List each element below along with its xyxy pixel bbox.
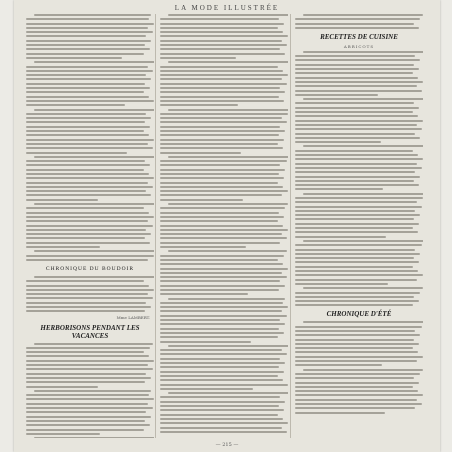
text-line	[26, 182, 148, 184]
text-line	[26, 194, 151, 196]
text-line	[26, 96, 149, 98]
text-line	[26, 394, 149, 396]
text-line	[295, 158, 423, 160]
text-line	[34, 276, 154, 278]
text-line	[295, 94, 378, 96]
text-line	[160, 216, 284, 218]
text-line	[160, 40, 282, 42]
text-line	[160, 121, 287, 123]
text-line	[295, 59, 420, 61]
text-line	[295, 257, 414, 259]
text-line	[295, 180, 414, 182]
text-line	[295, 102, 414, 104]
text-line	[160, 229, 288, 231]
text-line	[160, 409, 284, 411]
text-line	[160, 431, 287, 433]
text-line	[160, 418, 283, 420]
text-line	[168, 61, 288, 63]
text-line	[295, 360, 417, 362]
text-line	[295, 334, 420, 336]
text-line	[160, 220, 278, 222]
text-line	[160, 306, 288, 308]
text-line	[34, 437, 154, 438]
text-line	[26, 216, 154, 218]
text-line	[26, 134, 149, 136]
text-line	[160, 272, 282, 274]
text-line	[160, 207, 285, 209]
text-line	[26, 373, 146, 375]
text-line	[26, 27, 148, 29]
text-line	[26, 297, 153, 299]
text-line	[160, 285, 285, 287]
text-line	[34, 109, 154, 111]
text-line	[26, 246, 100, 248]
text-line	[160, 341, 251, 343]
text-line	[295, 296, 414, 298]
text-line	[26, 403, 148, 405]
column-2	[160, 14, 288, 438]
text-line	[160, 18, 279, 20]
column-3	[295, 14, 423, 438]
text-line	[295, 120, 423, 122]
text-line	[26, 177, 154, 179]
text-line	[303, 98, 423, 100]
text-line	[295, 227, 413, 229]
text-line	[160, 302, 283, 304]
text-line	[295, 201, 417, 203]
text-line	[26, 169, 144, 171]
text-line	[168, 392, 288, 394]
text-line	[295, 412, 385, 414]
text-line	[34, 14, 152, 16]
text-line	[26, 164, 150, 166]
text-line	[26, 152, 127, 154]
text-line	[160, 31, 283, 33]
text-line	[26, 139, 154, 141]
text-line	[168, 109, 288, 111]
herborisons-title: HERBORISONS PENDANT LES VACANCES	[40, 323, 140, 340]
text-line	[303, 240, 423, 242]
text-line	[26, 347, 150, 349]
article-signature: Mme LAMBERT.	[116, 314, 150, 320]
text-line	[26, 386, 98, 388]
text-line	[295, 81, 423, 83]
body-text	[295, 51, 423, 307]
text-line	[295, 339, 414, 341]
text-line	[26, 306, 151, 308]
column-1	[26, 14, 154, 438]
text-line	[295, 85, 417, 87]
body-text	[295, 321, 423, 413]
text-line	[160, 414, 278, 416]
text-line	[295, 253, 420, 255]
text-line	[160, 371, 284, 373]
text-line	[26, 289, 154, 291]
text-line	[295, 176, 420, 178]
text-line	[160, 388, 253, 390]
text-line	[26, 143, 148, 145]
text-line	[295, 292, 420, 294]
text-line	[26, 207, 144, 209]
text-line	[160, 160, 287, 162]
text-line	[160, 27, 278, 29]
text-line	[26, 18, 149, 20]
body-text	[26, 343, 154, 438]
text-line	[295, 163, 417, 165]
text-line	[160, 48, 280, 50]
text-line	[160, 242, 280, 244]
text-line	[26, 220, 148, 222]
text-line	[295, 18, 420, 20]
text-line	[26, 424, 150, 426]
text-line	[26, 280, 144, 282]
text-line	[295, 206, 422, 208]
text-line	[160, 384, 288, 386]
text-line	[295, 403, 422, 405]
text-line	[160, 268, 288, 270]
text-line	[26, 35, 146, 37]
body-text	[160, 14, 288, 433]
text-line	[295, 274, 423, 276]
text-line	[160, 233, 282, 235]
text-line	[295, 347, 413, 349]
text-line	[26, 190, 146, 192]
text-line	[295, 107, 419, 109]
text-line	[295, 386, 413, 388]
text-line	[160, 237, 287, 239]
text-line	[160, 147, 283, 149]
text-line	[160, 323, 285, 325]
text-line	[295, 188, 383, 190]
text-line	[160, 328, 279, 330]
text-line	[160, 362, 285, 364]
text-line	[295, 154, 418, 156]
text-line	[160, 199, 243, 201]
text-line	[26, 66, 148, 68]
text-line	[295, 68, 419, 70]
text-line	[295, 249, 415, 251]
text-line	[295, 77, 418, 79]
text-line	[26, 293, 148, 295]
text-line	[26, 225, 153, 227]
text-line	[295, 197, 423, 199]
text-line	[160, 70, 283, 72]
text-line	[295, 343, 419, 345]
text-line	[295, 115, 418, 117]
text-line	[160, 182, 278, 184]
text-line	[295, 351, 418, 353]
text-line	[160, 117, 282, 119]
text-line	[295, 214, 420, 216]
text-line	[295, 64, 414, 66]
text-line	[303, 321, 423, 323]
text-line	[160, 310, 282, 312]
text-line	[26, 91, 144, 93]
text-line	[295, 394, 423, 396]
text-line	[295, 72, 413, 74]
text-line	[303, 287, 423, 289]
text-line	[295, 390, 418, 392]
text-line	[295, 210, 415, 212]
text-line	[26, 78, 151, 80]
text-line	[295, 279, 417, 281]
text-line	[295, 223, 419, 225]
newspaper-page	[14, 0, 440, 452]
body-text	[26, 14, 154, 261]
text-line	[160, 130, 285, 132]
text-line	[26, 377, 151, 379]
text-line	[160, 134, 279, 136]
text-line	[160, 332, 284, 334]
text-line	[160, 23, 284, 25]
text-line	[26, 433, 100, 435]
text-line	[295, 111, 413, 113]
text-line	[160, 276, 287, 278]
text-line	[295, 364, 382, 366]
chronique-boudoir-title: CHRONIQUE DU BOUDOIR	[45, 265, 135, 272]
chronique-ete-title: CHRONIQUE D'ÉTÉ	[326, 310, 392, 319]
text-line	[160, 225, 283, 227]
text-line	[303, 369, 423, 371]
text-line	[26, 381, 145, 383]
text-line	[295, 373, 420, 375]
text-line	[295, 231, 418, 233]
text-line	[295, 137, 420, 139]
text-line	[26, 83, 145, 85]
text-line	[26, 302, 146, 304]
text-line	[168, 250, 287, 252]
text-line	[26, 368, 153, 370]
text-line	[168, 14, 288, 16]
text-line	[303, 193, 423, 195]
text-line	[295, 330, 415, 332]
text-line	[295, 171, 415, 173]
text-line	[26, 355, 149, 357]
text-line	[160, 401, 285, 403]
text-line	[295, 124, 417, 126]
text-line	[160, 126, 280, 128]
text-line	[295, 218, 414, 220]
text-line	[303, 14, 423, 16]
text-line	[160, 358, 280, 360]
text-line	[26, 117, 151, 119]
text-line	[160, 100, 284, 102]
text-line	[26, 420, 145, 422]
text-line	[26, 364, 148, 366]
text-line	[295, 236, 386, 238]
text-line	[26, 130, 144, 132]
text-line	[160, 353, 287, 355]
text-line	[295, 382, 419, 384]
recettes-title: RECETTES DE CUISINE	[320, 32, 398, 41]
text-line	[160, 259, 278, 261]
text-line	[26, 160, 145, 162]
text-line	[26, 229, 146, 231]
text-line	[295, 90, 422, 92]
text-line	[160, 173, 279, 175]
text-line	[26, 416, 151, 418]
running-head: LA MODE ILLUSTRÉE	[174, 4, 280, 12]
text-line	[160, 375, 278, 377]
body-text	[26, 276, 154, 312]
text-line	[26, 255, 154, 257]
text-line	[26, 126, 150, 128]
text-line	[295, 55, 415, 57]
text-line	[26, 121, 145, 123]
text-line	[26, 186, 153, 188]
text-line	[160, 379, 283, 381]
text-line	[295, 270, 418, 272]
text-line	[160, 190, 288, 192]
page-folio: — 215 —	[215, 442, 239, 448]
text-line	[295, 283, 388, 285]
text-line	[34, 250, 154, 252]
text-line	[160, 53, 285, 55]
text-line	[168, 203, 288, 205]
text-line	[295, 244, 422, 246]
text-line	[160, 289, 279, 291]
text-line	[26, 407, 153, 409]
text-line	[26, 57, 122, 59]
text-line	[160, 87, 280, 89]
text-line	[160, 319, 280, 321]
text-line	[26, 351, 144, 353]
text-line	[160, 113, 288, 115]
text-line	[26, 104, 125, 106]
recettes-subtitle: ABRICOTS	[343, 43, 375, 49]
text-line	[26, 242, 150, 244]
text-line	[160, 83, 287, 85]
text-line	[26, 48, 150, 50]
text-line	[295, 266, 413, 268]
text-line	[34, 343, 153, 345]
column-rule	[155, 14, 156, 438]
text-line	[168, 345, 288, 347]
text-line	[160, 44, 287, 46]
text-line	[26, 40, 151, 42]
text-line	[295, 304, 413, 306]
text-line	[26, 199, 98, 201]
text-line	[34, 203, 154, 205]
text-line	[160, 96, 279, 98]
text-line	[160, 74, 288, 76]
text-line	[160, 366, 279, 368]
text-line	[160, 186, 283, 188]
text-line	[295, 133, 415, 135]
text-line	[303, 51, 423, 53]
text-line	[160, 427, 282, 429]
text-line	[160, 35, 288, 37]
text-line	[295, 167, 422, 169]
text-line	[295, 399, 417, 401]
text-line	[160, 315, 287, 317]
text-line	[160, 139, 284, 141]
text-line	[26, 44, 145, 46]
text-line	[160, 336, 278, 338]
text-line	[168, 156, 288, 158]
text-line	[295, 356, 423, 358]
text-line	[160, 57, 236, 59]
text-line	[26, 173, 149, 175]
text-line	[26, 212, 149, 214]
text-line	[160, 91, 285, 93]
text-line	[160, 349, 282, 351]
text-line	[160, 169, 285, 171]
text-line	[26, 23, 154, 25]
text-line	[160, 66, 278, 68]
text-line	[160, 152, 241, 154]
text-line	[295, 150, 413, 152]
body-text	[295, 14, 423, 29]
text-line	[26, 259, 148, 261]
text-line	[26, 237, 145, 239]
text-line	[34, 61, 154, 63]
text-line	[160, 280, 280, 282]
text-line	[34, 390, 152, 392]
text-line	[26, 31, 153, 33]
text-line	[160, 246, 246, 248]
text-line	[160, 143, 278, 145]
text-line	[26, 398, 154, 400]
text-line	[295, 300, 419, 302]
text-line	[295, 377, 414, 379]
text-line	[160, 396, 280, 398]
text-line	[160, 104, 238, 106]
text-line	[160, 164, 280, 166]
text-line	[26, 147, 153, 149]
text-line	[26, 100, 154, 102]
column-rule	[290, 14, 291, 438]
text-line	[295, 261, 419, 263]
text-line	[295, 141, 381, 143]
text-line	[160, 263, 283, 265]
text-line	[26, 360, 154, 362]
text-line	[160, 212, 279, 214]
text-line	[160, 177, 284, 179]
text-line	[26, 53, 144, 55]
text-line	[168, 298, 286, 300]
text-line	[160, 293, 248, 295]
text-line	[26, 87, 150, 89]
text-line	[26, 74, 146, 76]
text-line	[295, 184, 419, 186]
text-line	[26, 411, 146, 413]
text-line	[160, 78, 282, 80]
text-line	[295, 27, 419, 29]
text-line	[34, 156, 154, 158]
text-line	[160, 422, 288, 424]
text-line	[295, 23, 414, 25]
text-line	[303, 145, 423, 147]
text-line	[26, 285, 149, 287]
text-line	[26, 429, 144, 431]
text-line	[295, 128, 422, 130]
text-line	[26, 233, 151, 235]
text-line	[26, 310, 145, 312]
text-line	[160, 405, 279, 407]
text-line	[295, 407, 415, 409]
text-line	[26, 70, 153, 72]
text-line	[295, 326, 422, 328]
text-line	[26, 113, 146, 115]
text-line	[160, 255, 284, 257]
text-line	[160, 194, 282, 196]
